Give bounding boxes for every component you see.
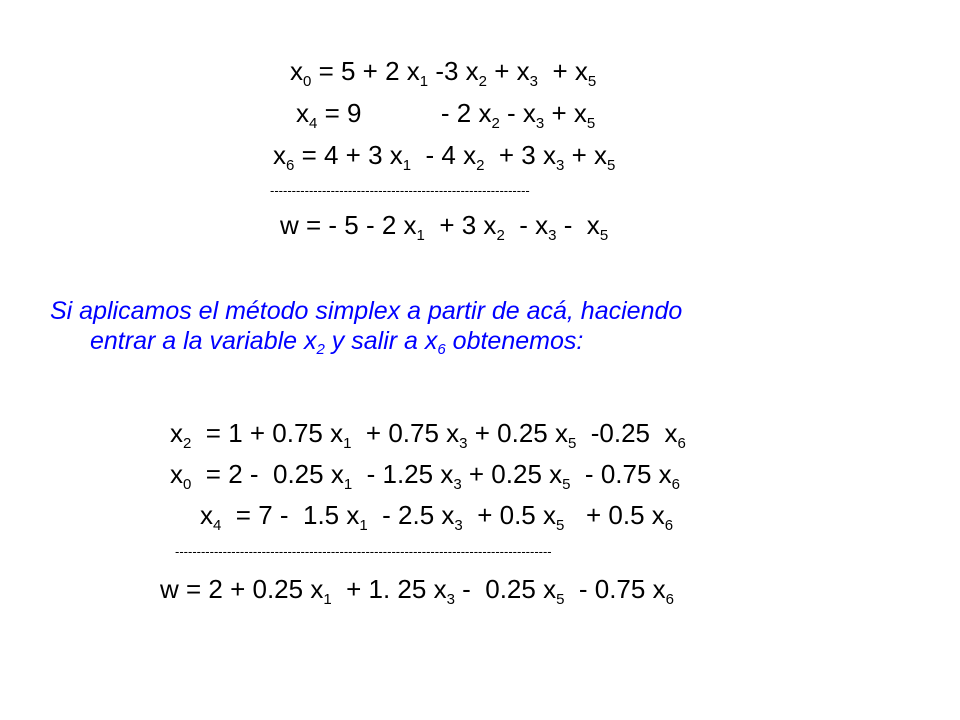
equation-x6: $x_6 = 4 + 3$ $x_1 - 4$ $x_2 + 3$ $x_3 + x_5$ xyxy=(273,140,616,174)
divider-2: --------------------------------------------------------------------------------------- xyxy=(175,544,552,559)
objective-w: w = - 5 - 2 $x_1 + 3$ $x_2 - x_3 - x_5$ xyxy=(280,210,609,244)
explanation-paragraph xyxy=(50,296,930,356)
equation-x0: $x_0 = 5 + 2$ $x_1$ -3 $x_2 + x_3 + x_5$ xyxy=(290,56,597,90)
explanation-line-1: Si aplicamos el método simplex a partir de acá, haciendo xyxy=(50,297,683,325)
equation-x2-new: $x_2 = 1 + 0.75$ $x_1 + 0.75$ $x_3 + 0.25$ $x_5$ -0.25 $x_6$ xyxy=(170,418,686,452)
equation-x0-new: $x_0 = 2 - 0.25$ $x_1 - 1.25$ $x_3 + 0.25$ $x_5 - 0.75$ $x_6$ xyxy=(170,459,680,493)
divider-1: ------------------------------------------------------------ xyxy=(270,183,530,198)
explanation-line-2: entrar a la variable $x_2$ y salir a $x_6$ obtenemos: xyxy=(90,327,584,358)
objective-w-new: w = 2 + 0.25 $x_1 + 1$. 25 $x_3 - 0.25$ $x_5 - 0.75$ $x_6$ xyxy=(160,574,674,608)
equation-x4-new: $x_4 = 7 - 1.5$ $x_1 - 2.5$ $x_3 + 0.5$ $x_5 + 0.5$ $x_6$ xyxy=(200,500,674,534)
equation-x4: $x_4 = 9$ - 2 $x_2 - x_3 + x_5$ xyxy=(296,98,596,132)
